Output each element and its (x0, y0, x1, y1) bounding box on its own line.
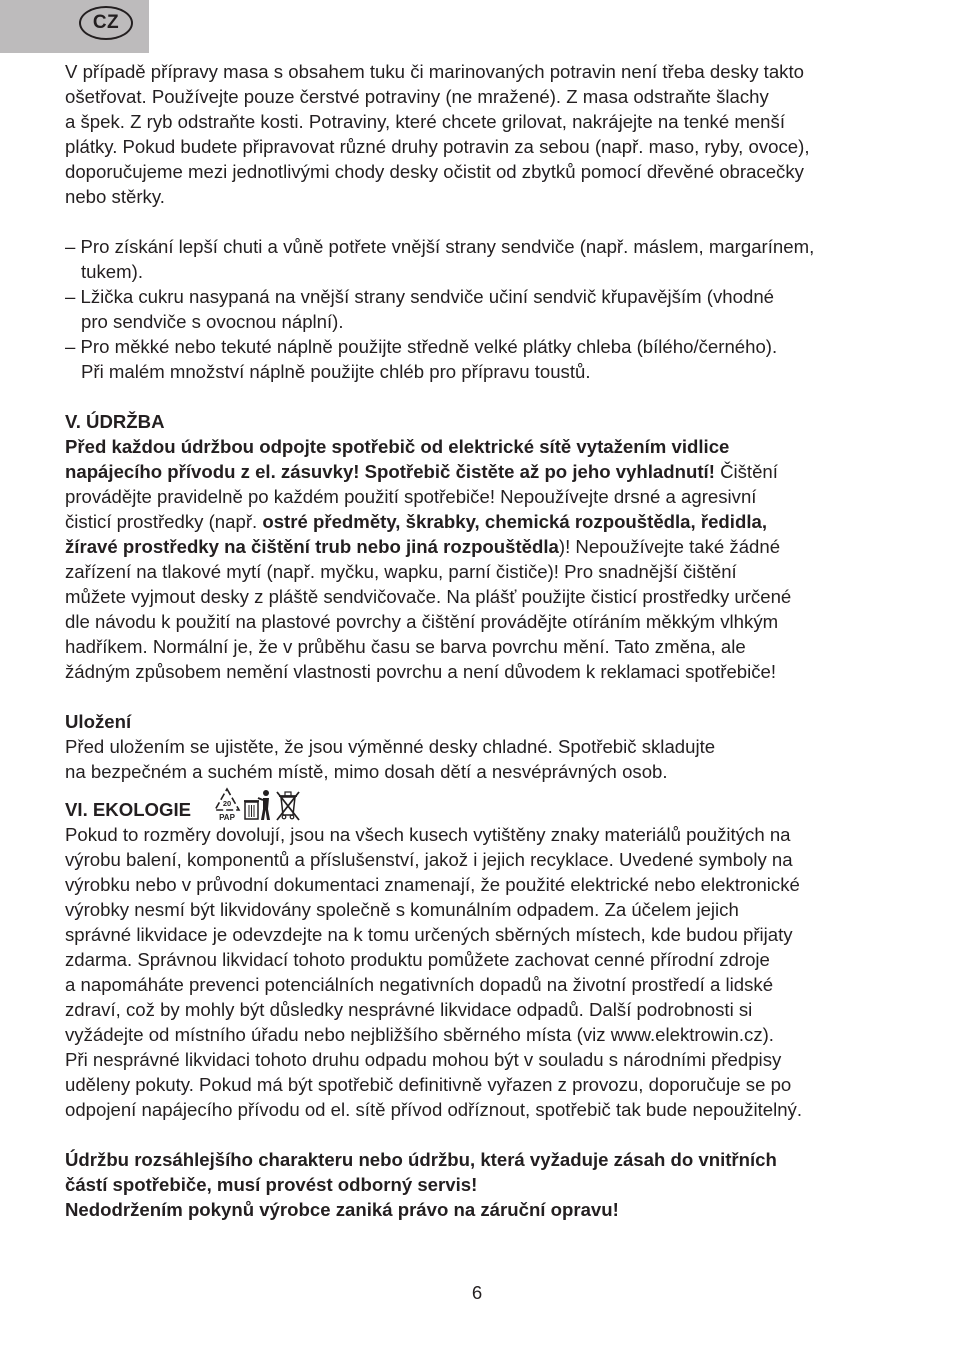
tip-line: – Pro měkké nebo tekuté náplně použijte středně velké plátky chleba (bílého/černého). (65, 336, 778, 357)
tip-item (65, 334, 895, 384)
language-tab (0, 0, 149, 53)
text-line (65, 509, 895, 534)
text-line: vyžádejte od místního úřadu nebo nejbližšího sběrného místa (viz www.elektrowin.cz). (65, 1024, 774, 1045)
text-line: na bezpečném a suchém místě, mimo dosah dětí a nesvéprávných osob. (65, 761, 668, 782)
text-line: zdarma. Správnou likvidací tohoto produktu pomůžete zachovat cenné přírodní zdroje (65, 949, 770, 970)
warning-line: Údržbu rozsáhlejšího charakteru nebo údržbu, která vyžaduje zásah do vnitřních (65, 1149, 777, 1170)
spacer (65, 384, 895, 409)
text-line: doporučujeme mezi jednotlivými chody desky očistit od zbytků pomocí dřevěné obracečky (65, 161, 804, 182)
text-line (65, 459, 895, 484)
bold-text: ostré předměty, škrabky, chemická rozpouštědla, ředidla, (262, 511, 767, 532)
text-line: ošetřovat. Používejte pouze čerstvé potraviny (ne mražené). Z masa odstraňte šlachy (65, 86, 769, 107)
text-line: V případě přípravy masa s obsahem tuku či marinovaných potravin není třeba desky takto (65, 61, 804, 82)
tip-line: pro sendviče s ovocnou náplní). (81, 311, 344, 332)
text-line: dle návodu k použití na plastové povrchy a čištění provádějte otíráním měkkým vlhkým (65, 611, 779, 632)
warning-line: Před každou údržbou odpojte spotřebič od elektrické sítě vytažením vidlice (65, 436, 730, 457)
crossed-bin-icon (275, 789, 301, 821)
spacer (65, 209, 895, 234)
maintenance-section (65, 409, 895, 684)
warning-text: napájecího přívodu z el. zásuvky! Spotřebič čistěte až po jeho vyhladnutí! (65, 461, 715, 482)
text-line: odpojení napájecího přívodu od el. sítě přívod odříznout, spotřebič tak bude nepoužitelný. (65, 1099, 803, 1120)
text-line: hadříkem. Normální je, že v průběhu času se barva povrchu mění. Tato změna, ale (65, 636, 746, 657)
warnings-block (65, 1147, 895, 1222)
recycling-pap-icon (213, 787, 241, 821)
text-line: žádným způsobem nemění vlastnosti povrchu a není důvodem k reklamaci spotřebiče! (65, 661, 777, 682)
tip-line: Při malém množství náplně použijte chléb pro přípravu toustů. (81, 361, 591, 382)
text-line: uděleny pokuty. Pokud má být spotřebič definitivně vyřazen z provozu, doporučuje se po (65, 1074, 792, 1095)
ecology-icons (213, 787, 301, 821)
text-line: provádějte pravidelně po každém použití spotřebiče! Nepoužívejte drsné a agresivní (65, 486, 757, 507)
tip-item (65, 234, 895, 284)
text-span: )! Nepoužívejte také žádné (558, 536, 781, 557)
section-heading: V. ÚDRŽBA (65, 411, 165, 432)
warning-line: částí spotřebiče, musí provést odborný servis! (65, 1174, 478, 1195)
tip-item (65, 284, 895, 334)
recycle-material-text: PAP (219, 813, 235, 821)
text-line: správné likvidace je odevzdejte na k tomu určených sběrných místech, kde budou přijaty (65, 924, 793, 945)
text-line: Před uložením se ujistěte, že jsou výměnné desky chladné. Spotřebič skladujte (65, 736, 716, 757)
text-line: zdraví, což by mohly být důsledky nesprávné likvidace odpadů. Další podrobnosti si (65, 999, 753, 1020)
storage-section (65, 709, 895, 784)
tip-line: – Pro získání lepší chuti a vůně potřete vnější strany sendviče (např. máslem, margarínem, (65, 236, 815, 257)
tip-line: tukem). (81, 261, 143, 282)
language-badge: CZ (79, 6, 133, 40)
warning-line: Nedodržením pokynů výrobce zaniká právo na záruční opravu! (65, 1199, 619, 1220)
section-heading: Uložení (65, 711, 132, 732)
section-heading: VI. EKOLOGIE (65, 799, 192, 820)
text-line: výrobu balení, komponentů a příslušenství, jakož i jejich recyklace. Uvedené symboly na (65, 849, 793, 870)
text-span: Čištění (714, 461, 778, 482)
text-line: nebo stěrky. (65, 186, 165, 207)
tips-list (65, 234, 895, 384)
text-line: a špek. Z ryb odstraňte kosti. Potraviny, které chcete grilovat, nakrájejte na tenké menší (65, 111, 785, 132)
text-line (65, 534, 895, 559)
spacer (65, 1122, 895, 1147)
tidyman-icon (243, 789, 273, 821)
text-span: čisticí prostředky (např. (65, 511, 263, 532)
intro-paragraph (65, 59, 895, 209)
ecology-section (65, 784, 895, 1122)
document-body (65, 59, 895, 1222)
text-line: Při nesprávné likvidaci tohoto druhu odpadu mohou být v souladu s národními předpisy (65, 1049, 782, 1070)
spacer (65, 684, 895, 709)
recycle-code-text: 20 (222, 799, 232, 808)
text-line: zařízení na tlakové mytí (např. myčku, wapku, parní čističe)! Pro snadnější čištění (65, 561, 737, 582)
text-line: výrobku nebo v průvodní dokumentaci znamenají, že použité elektrické nebo elektronické (65, 874, 800, 895)
text-line: výrobky nesmí být likvidovány společně s komunálním odpadem. Za účelem jejich (65, 899, 739, 920)
tip-line: – Lžička cukru nasypaná na vnější strany sendviče učiní sendvič křupavějším (vhodné (65, 286, 774, 307)
text-line: můžete vyjmout desky z pláště sendvičovače. Na plášť použijte čisticí prostředky určené (65, 586, 792, 607)
page-number: 6 (471, 1282, 483, 1303)
text-line: Pokud to rozměry dovolují, jsou na všech kusech vytištěny znaky materiálů použitých na (65, 824, 791, 845)
text-line: a napomáháte prevenci potenciálních negativních dopadů na životní prostředí a lidské (65, 974, 774, 995)
ecology-heading-row (65, 784, 895, 822)
bold-text: žíravé prostředky na čištění trub nebo jiná rozpouštědla (65, 536, 559, 557)
text-line: plátky. Pokud budete připravovat různé druhy potravin za sebou (např. maso, ryby, ovoce), (65, 136, 810, 157)
